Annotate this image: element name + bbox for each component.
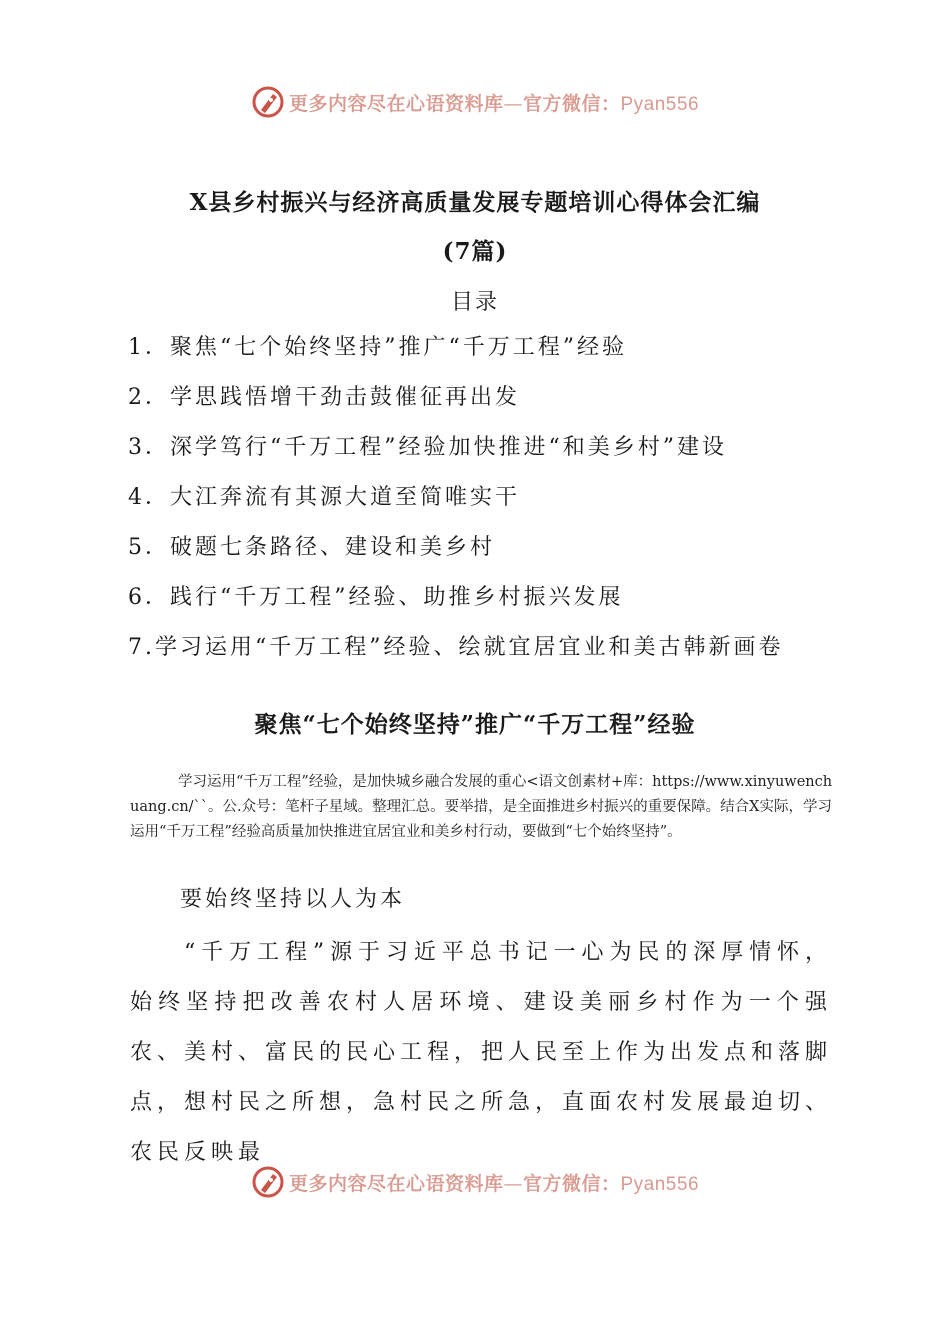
- toc-item: 6．践行“千万工程”经验、助推乡村振兴发展: [128, 585, 624, 610]
- toc-item: 2．学思践悟增干劲击鼓催征再出发: [128, 385, 520, 410]
- pen-nib-icon: [251, 85, 285, 119]
- intro-paragraph: 学习运用“千万工程”经验，是加快城乡融合发展的重心<语文创素材+库：https://www.xinyuwenchuang.cn/``。公.众号：笔杆子星域。整理汇总。要举措，是全面推进乡村振兴的重要保障。结合X实际，学习运用“千万工程”经验高质量加快推进宜居宜业和美乡村行动，要做到“七个始终坚持”。: [130, 774, 833, 840]
- toc-item: 5．破题七条路径、建设和美乡村: [128, 535, 495, 560]
- toc-item: 7.学习运用“千万工程”经验、绘就宜居宜业和美古韩新画卷: [128, 635, 784, 660]
- toc-item: 3．深学笃行“千万工程”经验加快推进“和美乡村”建设: [128, 435, 727, 460]
- body-paragraph: “千万工程”源于习近平总书记一心为民的深厚情怀，始终坚持把改善农村人居环境、建设美丽乡村作为一个强农、美村、富民的民心工程，把人民至上作为出发点和落脚点，想村民之所想，急村民之所急，直面农村发展最迫切、农民反映最: [130, 940, 833, 1165]
- pen-nib-icon: [251, 1165, 285, 1199]
- toc-heading: 目录: [450, 290, 499, 315]
- watermark-text: 更多内容尽在心语资料库—官方微信：Pyan556: [288, 1172, 700, 1195]
- watermark-banner-bottom: [0, 1162, 950, 1202]
- watermark-text: 更多内容尽在心语资料库—官方微信：Pyan556: [288, 92, 700, 115]
- toc-item: 4．大江奔流有其源大道至简唯实干: [128, 485, 520, 510]
- section-title: 聚焦“七个始终坚持”推广“千万工程”经验: [254, 711, 696, 738]
- section-subheading: 要始终坚持以人为本: [180, 887, 406, 912]
- table-of-contents: [128, 333, 784, 683]
- document-title: X县乡村振兴与经济高质量发展专题培训心得体会汇编: [189, 189, 761, 216]
- watermark-banner-top: [0, 82, 950, 122]
- document-title-count: (7篇): [442, 238, 508, 265]
- toc-item: 1．聚焦“七个始终坚持”推广“千万工程”经验: [128, 335, 627, 360]
